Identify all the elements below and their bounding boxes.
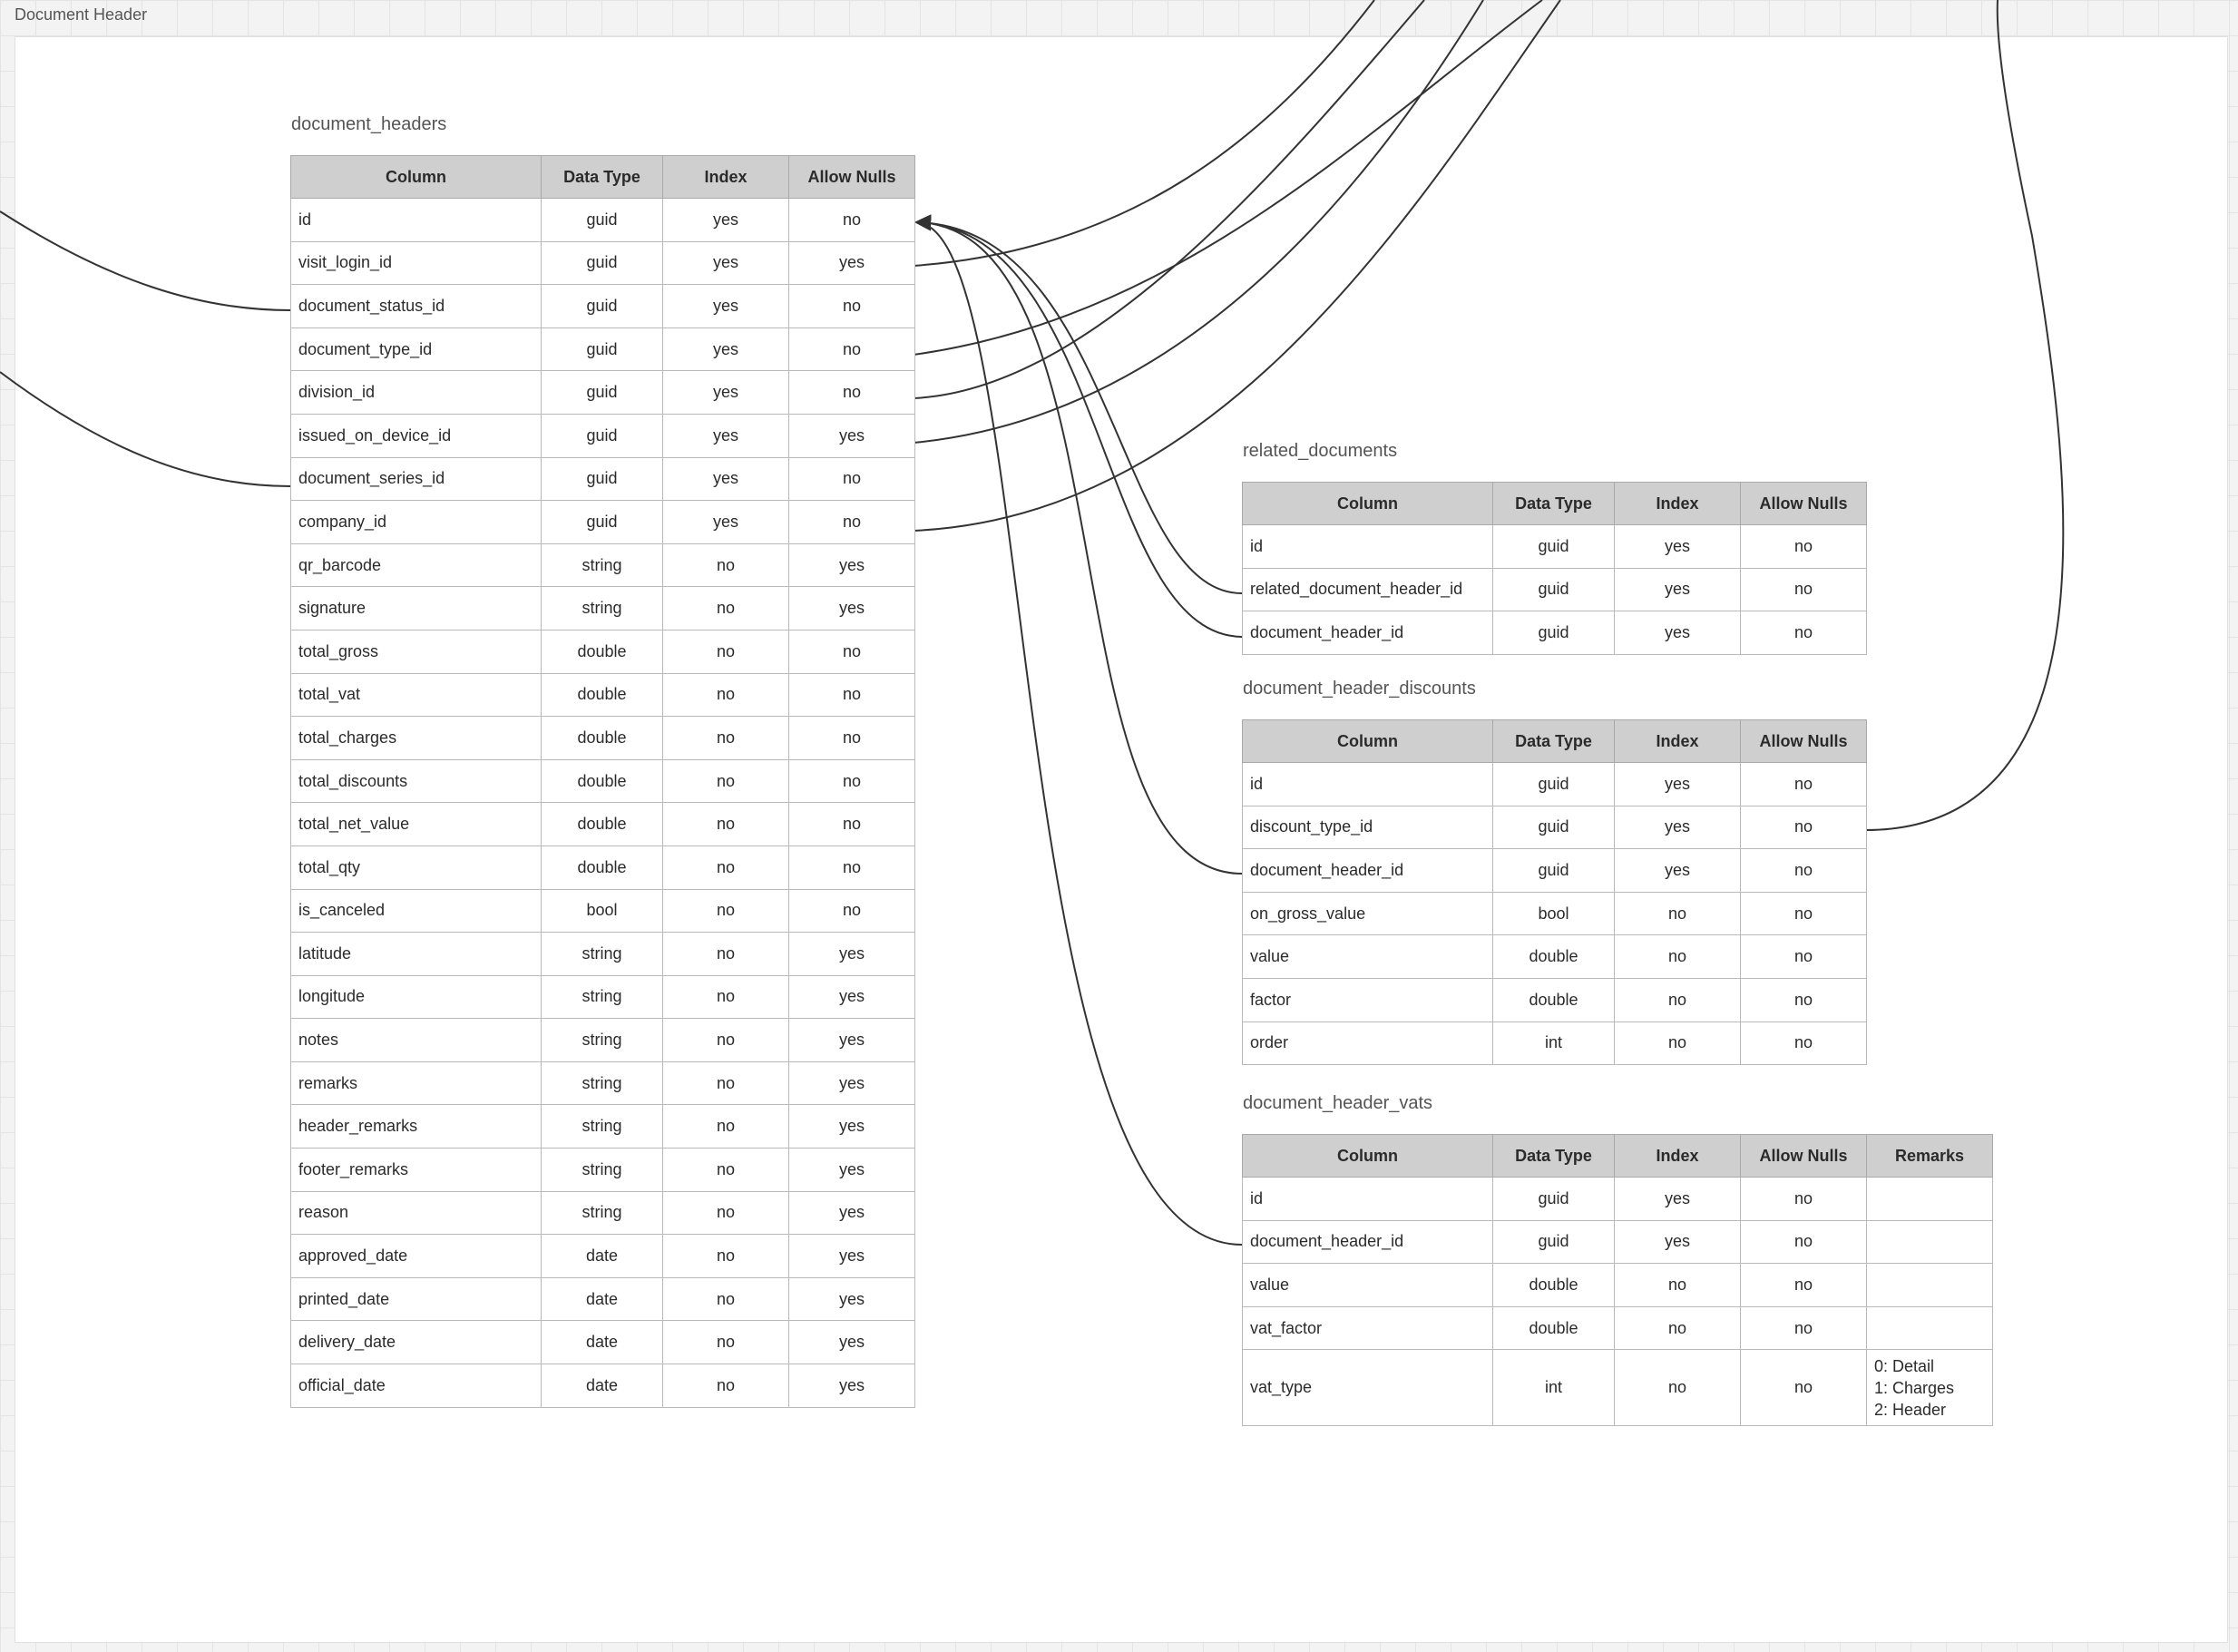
header-data-type: Data Type	[1493, 1135, 1615, 1178]
column-name-cell: total_charges	[291, 717, 542, 760]
table-row	[1243, 935, 1867, 979]
index-cell: yes	[1615, 849, 1741, 893]
table-row	[1243, 1022, 1867, 1065]
allow-nulls-cell: no	[789, 199, 915, 242]
index-cell: no	[663, 1149, 789, 1192]
data-type-cell: guid	[1493, 611, 1615, 655]
index-cell: no	[1615, 1306, 1741, 1350]
index-cell: no	[663, 1277, 789, 1321]
allow-nulls-cell: yes	[789, 241, 915, 285]
allow-nulls-cell: yes	[789, 587, 915, 630]
header-data-type: Data Type	[1493, 720, 1615, 763]
remarks-cell	[1867, 1264, 1993, 1307]
table-related-documents	[1242, 482, 1867, 655]
allow-nulls-cell: no	[1741, 935, 1867, 979]
index-cell: no	[663, 803, 789, 846]
table-row	[1243, 1306, 1993, 1350]
header-index: Index	[663, 156, 789, 199]
allow-nulls-cell: yes	[789, 1191, 915, 1235]
data-type-cell: date	[542, 1277, 663, 1321]
data-type-cell: double	[542, 846, 663, 889]
index-cell: no	[1615, 1350, 1741, 1426]
allow-nulls-cell: no	[789, 285, 915, 328]
index-cell: no	[1615, 978, 1741, 1022]
allow-nulls-cell: no	[1741, 1264, 1867, 1307]
allow-nulls-cell: no	[789, 371, 915, 415]
data-type-cell: guid	[542, 285, 663, 328]
index-cell: no	[663, 630, 789, 673]
index-cell: yes	[1615, 1178, 1741, 1221]
table-row	[291, 501, 915, 544]
column-name-cell: company_id	[291, 501, 542, 544]
column-name-cell: delivery_date	[291, 1321, 542, 1364]
allow-nulls-cell: no	[789, 759, 915, 803]
allow-nulls-cell: no	[1741, 849, 1867, 893]
data-type-cell: int	[1493, 1350, 1615, 1426]
table-row	[291, 1149, 915, 1192]
allow-nulls-cell: yes	[789, 1364, 915, 1408]
index-cell: no	[663, 1364, 789, 1408]
remarks-cell	[1867, 1220, 1993, 1264]
table-title-document-header-discounts: document_header_discounts	[1243, 679, 1476, 699]
column-name-cell: document_series_id	[291, 457, 542, 501]
column-name-cell: reason	[291, 1191, 542, 1235]
data-type-cell: double	[542, 717, 663, 760]
column-name-cell: latitude	[291, 933, 542, 976]
allow-nulls-cell: no	[1741, 1306, 1867, 1350]
table-row	[291, 285, 915, 328]
column-name-cell: printed_date	[291, 1277, 542, 1321]
data-type-cell: int	[1493, 1022, 1615, 1065]
allow-nulls-cell: yes	[789, 543, 915, 587]
data-type-cell: guid	[1493, 1220, 1615, 1264]
data-type-cell: guid	[542, 199, 663, 242]
allow-nulls-cell: yes	[789, 1061, 915, 1105]
allow-nulls-cell: yes	[789, 1019, 915, 1062]
table-document-header-discounts	[1242, 719, 1867, 1065]
index-cell: no	[663, 889, 789, 933]
column-name-cell: document_header_id	[1243, 1220, 1493, 1264]
index-cell: yes	[663, 327, 789, 371]
column-name-cell: document_header_id	[1243, 849, 1493, 893]
column-name-cell: order	[1243, 1022, 1493, 1065]
index-cell: yes	[663, 199, 789, 242]
index-cell: no	[663, 543, 789, 587]
header-index: Index	[1615, 483, 1741, 525]
header-index: Index	[1615, 1135, 1741, 1178]
table-row	[291, 933, 915, 976]
allow-nulls-cell: no	[1741, 1350, 1867, 1426]
column-name-cell: document_status_id	[291, 285, 542, 328]
allow-nulls-cell: no	[1741, 978, 1867, 1022]
allow-nulls-cell: yes	[789, 975, 915, 1019]
table-row	[291, 803, 915, 846]
table-title-related-documents: related_documents	[1243, 441, 1398, 461]
data-type-cell: string	[542, 1149, 663, 1192]
column-name-cell: id	[1243, 525, 1493, 569]
index-cell: no	[1615, 935, 1741, 979]
column-name-cell: document_type_id	[291, 327, 542, 371]
index-cell: yes	[663, 457, 789, 501]
column-name-cell: footer_remarks	[291, 1149, 542, 1192]
table-row	[1243, 806, 1867, 849]
data-type-cell: guid	[1493, 568, 1615, 611]
index-cell: no	[663, 587, 789, 630]
allow-nulls-cell: yes	[789, 1149, 915, 1192]
data-type-cell: guid	[1493, 849, 1615, 893]
index-cell: yes	[663, 414, 789, 457]
allow-nulls-cell: yes	[789, 1235, 915, 1278]
table-row	[1243, 849, 1867, 893]
data-type-cell: double	[542, 759, 663, 803]
table-row	[1243, 1178, 1993, 1221]
data-type-cell: guid	[1493, 525, 1615, 569]
column-name-cell: id	[291, 199, 542, 242]
data-type-cell: string	[542, 1105, 663, 1149]
column-name-cell: related_document_header_id	[1243, 568, 1493, 611]
index-cell: no	[1615, 892, 1741, 935]
data-type-cell: guid	[542, 457, 663, 501]
column-name-cell: is_canceled	[291, 889, 542, 933]
table-row	[291, 1105, 915, 1149]
data-type-cell: date	[542, 1321, 663, 1364]
column-name-cell: vat_factor	[1243, 1306, 1493, 1350]
table-row	[291, 846, 915, 889]
table-row	[291, 975, 915, 1019]
data-type-cell: bool	[1493, 892, 1615, 935]
column-name-cell: id	[1243, 1178, 1493, 1221]
header-allow-nulls: Allow Nulls	[1741, 720, 1867, 763]
column-name-cell: visit_login_id	[291, 241, 542, 285]
table-row	[291, 1277, 915, 1321]
table-row	[1243, 611, 1867, 655]
data-type-cell: bool	[542, 889, 663, 933]
data-type-cell: guid	[542, 414, 663, 457]
column-name-cell: division_id	[291, 371, 542, 415]
table-row	[1243, 763, 1867, 806]
column-name-cell: document_header_id	[1243, 611, 1493, 655]
header-allow-nulls: Allow Nulls	[789, 156, 915, 199]
table-row	[291, 717, 915, 760]
column-name-cell: total_gross	[291, 630, 542, 673]
header-column: Column	[1243, 483, 1493, 525]
data-type-cell: string	[542, 933, 663, 976]
index-cell: no	[663, 846, 789, 889]
allow-nulls-cell: no	[789, 327, 915, 371]
table-row	[291, 759, 915, 803]
table-row	[291, 630, 915, 673]
index-cell: no	[1615, 1264, 1741, 1307]
index-cell: yes	[1615, 1220, 1741, 1264]
allow-nulls-cell: no	[1741, 892, 1867, 935]
data-type-cell: guid	[542, 327, 663, 371]
column-name-cell: discount_type_id	[1243, 806, 1493, 849]
header-data-type: Data Type	[542, 156, 663, 199]
allow-nulls-cell: yes	[789, 933, 915, 976]
table-row	[291, 414, 915, 457]
data-type-cell: double	[542, 673, 663, 717]
allow-nulls-cell: no	[1741, 1178, 1867, 1221]
remarks-cell: 0: Detail 1: Charges 2: Header	[1867, 1350, 1993, 1426]
header-remarks: Remarks	[1867, 1135, 1993, 1178]
data-type-cell: string	[542, 1191, 663, 1235]
data-type-cell: guid	[1493, 806, 1615, 849]
data-type-cell: guid	[1493, 1178, 1615, 1221]
column-name-cell: total_qty	[291, 846, 542, 889]
data-type-cell: double	[542, 803, 663, 846]
index-cell: no	[1615, 1022, 1741, 1065]
data-type-cell: guid	[542, 241, 663, 285]
index-cell: no	[663, 1321, 789, 1364]
remarks-cell	[1867, 1178, 1993, 1221]
column-name-cell: official_date	[291, 1364, 542, 1408]
column-name-cell: total_discounts	[291, 759, 542, 803]
allow-nulls-cell: no	[789, 889, 915, 933]
data-type-cell: guid	[1493, 763, 1615, 806]
header-column: Column	[1243, 1135, 1493, 1178]
column-name-cell: approved_date	[291, 1235, 542, 1278]
data-type-cell: string	[542, 543, 663, 587]
index-cell: yes	[1615, 611, 1741, 655]
index-cell: yes	[1615, 568, 1741, 611]
index-cell: no	[663, 1105, 789, 1149]
column-name-cell: value	[1243, 1264, 1493, 1307]
data-type-cell: string	[542, 587, 663, 630]
table-document-headers	[290, 155, 915, 1408]
table-document-header-vats	[1242, 1134, 1993, 1426]
data-type-cell: double	[1493, 1264, 1615, 1307]
data-type-cell: date	[542, 1364, 663, 1408]
allow-nulls-cell: no	[1741, 1220, 1867, 1264]
data-type-cell: double	[542, 630, 663, 673]
index-cell: no	[663, 1019, 789, 1062]
column-name-cell: signature	[291, 587, 542, 630]
column-name-cell: factor	[1243, 978, 1493, 1022]
table-row	[291, 587, 915, 630]
column-name-cell: on_gross_value	[1243, 892, 1493, 935]
data-type-cell: double	[1493, 935, 1615, 979]
table-row	[291, 543, 915, 587]
header-column: Column	[1243, 720, 1493, 763]
index-cell: yes	[663, 285, 789, 328]
table-row	[291, 199, 915, 242]
column-name-cell: issued_on_device_id	[291, 414, 542, 457]
table-row	[1243, 1264, 1993, 1307]
table-title-document-headers: document_headers	[291, 114, 447, 134]
table-row	[291, 673, 915, 717]
table-row	[291, 241, 915, 285]
allow-nulls-cell: yes	[789, 414, 915, 457]
data-type-cell: double	[1493, 1306, 1615, 1350]
data-type-cell: string	[542, 1019, 663, 1062]
allow-nulls-cell: yes	[789, 1321, 915, 1364]
data-type-cell: string	[542, 1061, 663, 1105]
column-name-cell: longitude	[291, 975, 542, 1019]
column-name-cell: id	[1243, 763, 1493, 806]
remarks-cell	[1867, 1306, 1993, 1350]
table-row	[291, 371, 915, 415]
table-row	[1243, 1220, 1993, 1264]
table-row	[291, 1191, 915, 1235]
index-cell: no	[663, 717, 789, 760]
table-row	[291, 327, 915, 371]
frame-title: Document Header	[15, 5, 148, 24]
column-name-cell: total_vat	[291, 673, 542, 717]
table-row	[1243, 978, 1867, 1022]
column-name-cell: vat_type	[1243, 1350, 1493, 1426]
data-type-cell: string	[542, 975, 663, 1019]
index-cell: yes	[663, 241, 789, 285]
index-cell: no	[663, 975, 789, 1019]
allow-nulls-cell: no	[789, 846, 915, 889]
table-title-document-header-vats: document_header_vats	[1243, 1093, 1433, 1113]
allow-nulls-cell: no	[789, 501, 915, 544]
column-name-cell: remarks	[291, 1061, 542, 1105]
data-type-cell: guid	[542, 371, 663, 415]
data-type-cell: guid	[542, 501, 663, 544]
table-row	[1243, 568, 1867, 611]
allow-nulls-cell: no	[789, 630, 915, 673]
header-allow-nulls: Allow Nulls	[1741, 483, 1867, 525]
allow-nulls-cell: yes	[789, 1105, 915, 1149]
index-cell: yes	[663, 501, 789, 544]
table-row	[1243, 525, 1867, 569]
index-cell: no	[663, 933, 789, 976]
table-row	[291, 457, 915, 501]
table-row	[291, 1321, 915, 1364]
table-row	[291, 1364, 915, 1408]
allow-nulls-cell: yes	[789, 1277, 915, 1321]
column-name-cell: qr_barcode	[291, 543, 542, 587]
index-cell: no	[663, 1235, 789, 1278]
table-row	[1243, 1350, 1993, 1426]
index-cell: yes	[1615, 763, 1741, 806]
column-name-cell: header_remarks	[291, 1105, 542, 1149]
allow-nulls-cell: no	[1741, 1022, 1867, 1065]
allow-nulls-cell: no	[1741, 611, 1867, 655]
table-row	[291, 1019, 915, 1062]
allow-nulls-cell: no	[1741, 525, 1867, 569]
column-name-cell: value	[1243, 935, 1493, 979]
table-row	[291, 889, 915, 933]
index-cell: yes	[1615, 525, 1741, 569]
index-cell: yes	[663, 371, 789, 415]
allow-nulls-cell: no	[789, 457, 915, 501]
column-name-cell: total_net_value	[291, 803, 542, 846]
header-allow-nulls: Allow Nulls	[1741, 1135, 1867, 1178]
data-type-cell: double	[1493, 978, 1615, 1022]
table-row	[291, 1235, 915, 1278]
index-cell: no	[663, 1061, 789, 1105]
header-index: Index	[1615, 720, 1741, 763]
index-cell: no	[663, 759, 789, 803]
allow-nulls-cell: no	[789, 673, 915, 717]
column-name-cell: notes	[291, 1019, 542, 1062]
index-cell: no	[663, 1191, 789, 1235]
index-cell: yes	[1615, 806, 1741, 849]
header-column: Column	[291, 156, 542, 199]
allow-nulls-cell: no	[1741, 568, 1867, 611]
table-row	[291, 1061, 915, 1105]
header-data-type: Data Type	[1493, 483, 1615, 525]
data-type-cell: date	[542, 1235, 663, 1278]
allow-nulls-cell: no	[1741, 763, 1867, 806]
table-row	[1243, 892, 1867, 935]
allow-nulls-cell: no	[1741, 806, 1867, 849]
allow-nulls-cell: no	[789, 717, 915, 760]
index-cell: no	[663, 673, 789, 717]
allow-nulls-cell: no	[789, 803, 915, 846]
